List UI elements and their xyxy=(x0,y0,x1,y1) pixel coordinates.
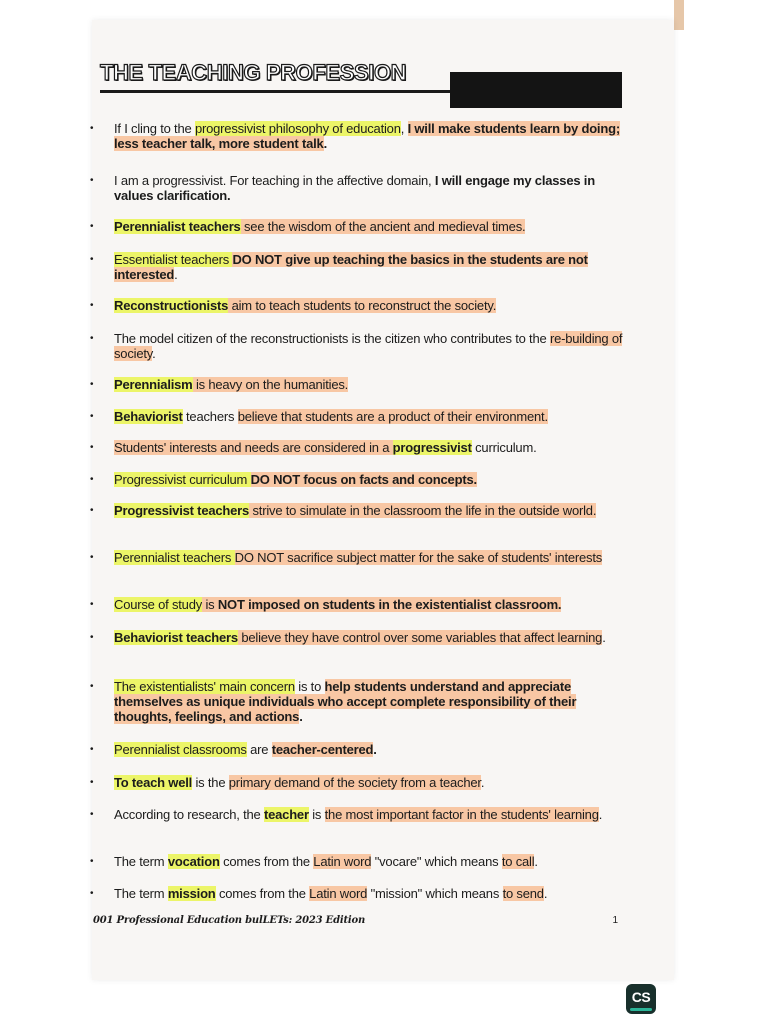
highlighted-text: DO NOT give up teaching the basics in the students are not interested xyxy=(114,252,588,282)
page-title: THE TEACHING PROFESSION xyxy=(100,60,407,85)
text-segment: . xyxy=(598,807,603,822)
highlighted-text: Latin word xyxy=(313,854,372,869)
item-text xyxy=(114,597,630,612)
page-footer xyxy=(93,915,618,931)
bullet-icon: • xyxy=(90,599,94,610)
highlighted-text: Students' interests and needs are considered in a xyxy=(114,440,393,455)
text-segment: curriculum. xyxy=(471,440,537,455)
item-text xyxy=(114,886,630,901)
highlighted-text: mission xyxy=(167,886,216,901)
bullet-icon: • xyxy=(90,809,94,820)
list-item xyxy=(90,440,630,455)
document-header xyxy=(100,58,622,108)
footer-text: 001 Professional Education bulLETs: 2023 Edition xyxy=(93,915,366,926)
item-text xyxy=(114,679,630,724)
text-segment: is xyxy=(308,807,325,822)
list-item xyxy=(90,886,630,901)
highlighted-text: to send xyxy=(502,886,544,901)
badge-accent-bar xyxy=(630,1008,652,1011)
list-item xyxy=(90,503,630,518)
list-item xyxy=(90,597,630,612)
text-segment: According to research, the xyxy=(114,807,264,822)
highlighted-text: believe they have control over some variables that affect learning xyxy=(237,630,603,645)
list-item xyxy=(90,331,630,361)
highlighted-text: To teach well xyxy=(114,775,193,790)
document-page xyxy=(92,20,674,980)
text-segment: . xyxy=(323,136,327,151)
item-text xyxy=(114,409,630,424)
item-text xyxy=(114,775,630,790)
item-text xyxy=(114,252,630,282)
item-text xyxy=(114,503,630,518)
item-text xyxy=(114,219,630,234)
highlighted-text: Reconstructionists xyxy=(114,298,229,313)
item-text xyxy=(114,173,630,203)
highlighted-text: Essentialist teachers xyxy=(114,252,233,267)
list-item xyxy=(90,409,630,424)
highlighted-text: DO NOT sacrifice subject matter for the sake of students' interests xyxy=(234,550,603,565)
list-item xyxy=(90,742,630,757)
highlighted-text: strive to simulate in the classroom the life in the outside world. xyxy=(249,503,597,518)
title-underline xyxy=(100,90,450,93)
item-text xyxy=(114,331,630,361)
text-segment: . xyxy=(299,709,303,724)
highlighted-text: believe that students are a product of their environment. xyxy=(237,409,548,424)
list-item xyxy=(90,472,630,487)
bullet-icon: • xyxy=(90,888,94,899)
highlighted-text: NOT imposed on students in the existentialist classroom. xyxy=(217,597,562,612)
text-segment: I will engage my classes in values clarification. xyxy=(114,173,595,203)
highlighted-text: Perennialist teachers xyxy=(114,550,235,565)
bullet-icon: • xyxy=(90,474,94,485)
list-item xyxy=(90,121,630,151)
item-text xyxy=(114,121,630,151)
text-segment: "vocare" which means xyxy=(371,854,502,869)
highlighted-text: is xyxy=(202,597,218,612)
bullet-icon: • xyxy=(90,505,94,516)
highlighted-text: Perennialist teachers xyxy=(114,219,241,234)
highlighted-text: aim to teach students to reconstruct the society. xyxy=(228,298,497,313)
highlighted-text: to call xyxy=(501,854,535,869)
highlighted-text: progressivist philosophy of education xyxy=(194,121,401,136)
highlighted-text: primary demand of the society from a teacher xyxy=(228,775,481,790)
bullet-icon: • xyxy=(90,681,94,692)
item-text xyxy=(114,440,630,455)
bullet-icon: • xyxy=(90,175,94,186)
page-number: 1 xyxy=(612,915,618,926)
item-text xyxy=(114,854,630,869)
highlighted-text: see the wisdom of the ancient and medieval times. xyxy=(240,219,526,234)
highlighted-text: Progressivist curriculum xyxy=(114,472,251,487)
list-item xyxy=(90,679,630,724)
list-item xyxy=(90,630,630,645)
text-segment: is the xyxy=(192,775,229,790)
bullet-icon: • xyxy=(90,123,94,134)
list-item xyxy=(90,377,630,392)
bullet-icon: • xyxy=(90,333,94,344)
text-segment: I am a progressivist. For teaching in the affective domain, xyxy=(114,173,435,188)
badge-label: CS xyxy=(631,989,651,1005)
highlighted-text: Course of study xyxy=(114,597,203,612)
text-segment: The model citizen of the reconstructionists is the citizen who contributes to the xyxy=(114,331,550,346)
list-item xyxy=(90,298,630,313)
highlighted-text: Perennialist classrooms xyxy=(114,742,247,757)
list-item xyxy=(90,854,630,869)
text-segment: . xyxy=(373,742,377,757)
list-item xyxy=(90,219,630,234)
list-item xyxy=(90,550,630,565)
text-segment: . xyxy=(543,886,548,901)
text-segment: . xyxy=(152,346,156,361)
text-segment: comes from the xyxy=(215,886,310,901)
list-item xyxy=(90,173,630,203)
highlighted-text: Behaviorist teachers xyxy=(114,630,238,645)
highlighted-text: Perennialism xyxy=(114,377,193,392)
list-item xyxy=(90,775,630,790)
highlighted-text: the most important factor in the students' learning xyxy=(324,807,599,822)
text-segment: The term xyxy=(114,886,168,901)
highlighted-text: I will make students learn by doing; less teacher talk, more student talk xyxy=(114,121,620,151)
bullet-icon: • xyxy=(90,777,94,788)
item-text xyxy=(114,550,630,565)
item-text xyxy=(114,742,630,757)
text-segment: are xyxy=(246,742,272,757)
highlighted-text: teacher xyxy=(263,807,309,822)
text-segment: The term xyxy=(114,854,168,869)
text-segment: is to xyxy=(294,679,325,694)
item-text xyxy=(114,298,630,313)
highlighted-text: progressivist xyxy=(392,440,472,455)
redaction-block xyxy=(450,72,622,108)
highlighted-text: teacher-centered xyxy=(271,742,374,757)
bullet-icon: • xyxy=(90,254,94,265)
bullet-icon: • xyxy=(90,411,94,422)
bullet-icon: • xyxy=(90,221,94,232)
bullet-icon: • xyxy=(90,552,94,563)
item-text xyxy=(114,377,630,392)
highlighted-text: re-building of society xyxy=(114,331,623,361)
page-edge xyxy=(674,0,684,30)
highlighted-text: help students understand and appreciate themselves as unique individuals who accept complete responsibility of their thoughts, feelings, and actions xyxy=(114,679,577,724)
text-segment: . xyxy=(480,775,485,790)
highlighted-text: is heavy on the humanities. xyxy=(192,377,349,392)
text-segment: "mission" which means xyxy=(367,886,503,901)
text-segment: . xyxy=(174,267,178,282)
highlighted-text: vocation xyxy=(167,854,220,869)
item-text xyxy=(114,630,630,645)
bullet-icon: • xyxy=(90,632,94,643)
highlighted-text: DO NOT focus on facts and concepts. xyxy=(250,472,477,487)
highlighted-text: Latin word xyxy=(309,886,368,901)
list-item xyxy=(90,807,630,822)
item-text xyxy=(114,472,630,487)
camscanner-badge-icon xyxy=(626,984,656,1014)
highlighted-text: Progressivist teachers xyxy=(114,503,250,518)
bullet-icon: • xyxy=(90,300,94,311)
bullet-icon: • xyxy=(90,744,94,755)
text-segment: comes from the xyxy=(219,854,314,869)
highlighted-text: Behaviorist xyxy=(114,409,183,424)
text-segment: , xyxy=(400,121,408,136)
text-segment: If I cling to the xyxy=(114,121,195,136)
text-segment: . xyxy=(534,854,538,869)
text-segment: teachers xyxy=(182,409,238,424)
highlighted-text: The existentialists' main concern xyxy=(114,679,295,694)
bullet-icon: • xyxy=(90,856,94,867)
list-item xyxy=(90,252,630,282)
text-segment: . xyxy=(602,630,606,645)
item-text xyxy=(114,807,630,822)
bullet-icon: • xyxy=(90,442,94,453)
bullet-icon: • xyxy=(90,379,94,390)
